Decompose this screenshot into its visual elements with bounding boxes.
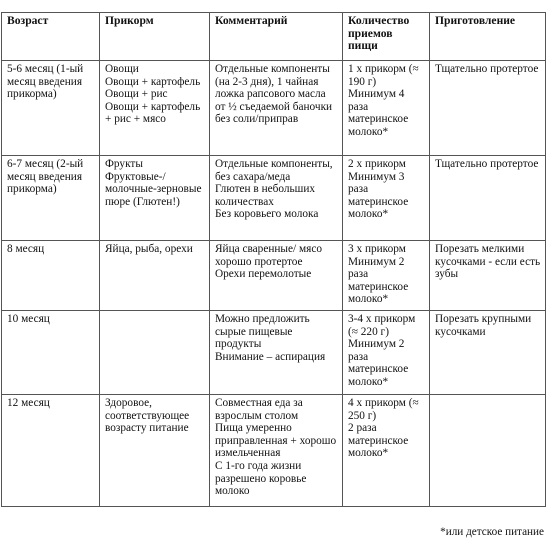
cell-meals (343, 311, 430, 395)
comment-item: Яйца сваренные/ мясо хорошо протертое (215, 243, 323, 268)
comment-item: Глютен в небольших количествах (215, 183, 316, 208)
comment-item: Отдельные компоненты (на 2-3 дня), 1 чайная ложка рапсового масла от ½ съедаемой баночки без соли/приправ (215, 63, 333, 126)
cell-prep: Порезать мелкими кусочками - если есть зубы (430, 241, 546, 311)
food-item: Здоровое, соответствующее возрасту питание (105, 397, 190, 435)
meals-item: 3-4 x прикорм (≈ 220 г) (348, 313, 416, 338)
food-item: Овощи + картофель + рис + мясо (105, 100, 201, 126)
cell-comment (210, 156, 343, 241)
meals-item: 1 x прикорм (≈ 190 г) (348, 63, 419, 88)
cell-prep: Тщательно протертое (430, 156, 546, 241)
cell-age: 10 месяц (2, 311, 100, 395)
meals-item: 2 раза материнское молоко* (348, 422, 409, 460)
cell-food (100, 156, 210, 241)
cell-food (100, 241, 210, 311)
table-row (2, 311, 546, 395)
meals-item: Минимум 2 раза материнское молоко* (348, 338, 409, 388)
cell-meals (343, 156, 430, 241)
cell-age: 8 месяц (2, 241, 100, 311)
cell-prep (430, 395, 546, 507)
meals-item: 4 x прикорм (≈ 250 г) (348, 397, 419, 422)
cell-food (100, 311, 210, 395)
feeding-schedule-table (1, 12, 546, 507)
header-food: Прикорм (100, 13, 210, 61)
meals-item: 2 x прикорм (348, 158, 406, 170)
cell-comment (210, 311, 343, 395)
comment-item: С 1-го года жизни разрешено коровье молоко (215, 459, 307, 498)
cell-food (100, 61, 210, 156)
header-prep: Приготовление (430, 13, 546, 61)
comment-item: Пища умеренно приправленная + хорошо измельченная (215, 422, 337, 460)
header-comment: Комментарий (210, 13, 343, 61)
header-row (2, 13, 546, 61)
comment-item: Орехи перемолотые (215, 268, 312, 281)
meals-item: Минимум 3 раза материнское молоко* (348, 170, 409, 221)
comment-item: Без коровьего молока (215, 208, 319, 221)
comment-item: Внимание – аспирация (215, 350, 326, 363)
comment-item: Совместная еда за взрослым столом (215, 397, 303, 422)
meals-item: 3 x прикорм (348, 243, 406, 255)
meals-item: Минимум 4 раза материнское молоко* (348, 88, 409, 138)
food-item: Яйца, рыба, орехи (105, 243, 193, 255)
table-row (2, 395, 546, 507)
food-item: Фруктовые-/молочные-зерновые пюре (Глютен!) (105, 170, 202, 208)
comment-item: Можно предложить сырые пищевые продукты (215, 313, 310, 351)
cell-prep: Тщательно протертое (430, 61, 546, 156)
cell-meals (343, 395, 430, 507)
cell-meals (343, 61, 430, 156)
cell-comment (210, 241, 343, 311)
header-age: Возраст (2, 13, 100, 61)
cell-age: 5-6 месяц (1-ый месяц введения прикорма) (2, 61, 100, 156)
table-row (2, 61, 546, 156)
cell-meals (343, 241, 430, 311)
cell-prep: Порезать крупными кусочками (430, 311, 546, 395)
header-meals: Количество приемов пищи (343, 13, 430, 61)
cell-comment (210, 61, 343, 156)
table-row (2, 241, 546, 311)
meals-item: Минимум 2 раза материнское молоко* (348, 255, 409, 306)
cell-comment (210, 395, 343, 507)
cell-age: 12 месяц (2, 395, 100, 507)
food-item: Овощи (105, 63, 139, 75)
comment-item: Отдельные компоненты, без сахара/меда (215, 158, 333, 183)
food-item: Овощи + рис (105, 88, 168, 101)
table-row (2, 156, 546, 241)
footnote: *или детское питание (440, 526, 544, 538)
cell-food (100, 395, 210, 507)
food-item: Фрукты (105, 158, 143, 170)
cell-age: 6-7 месяц (2-ый месяц введения прикорма) (2, 156, 100, 241)
food-item: Овощи + картофель (105, 75, 201, 88)
